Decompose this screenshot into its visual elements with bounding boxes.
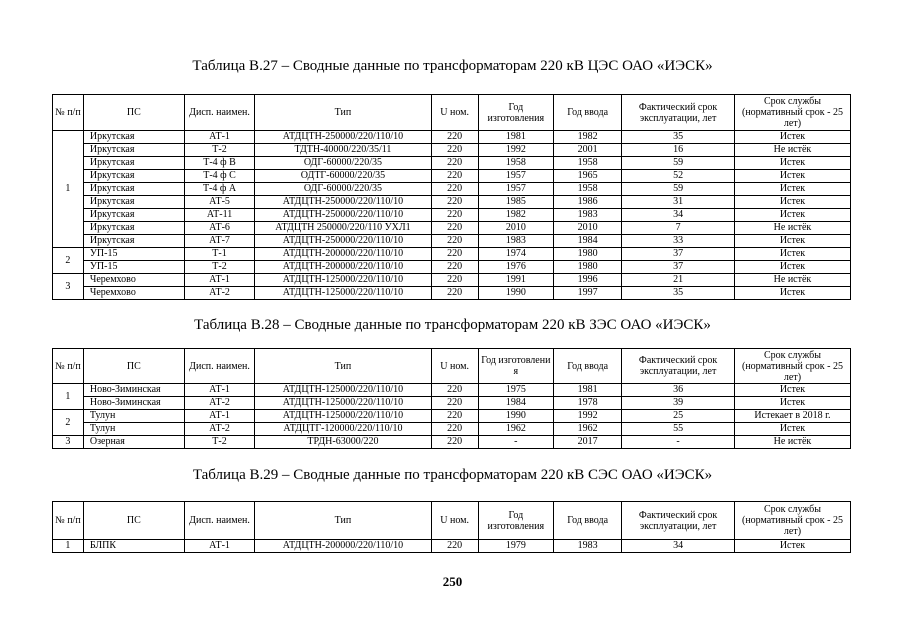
table-cell: 220 xyxy=(431,436,478,449)
row-number-cell: 2 xyxy=(53,248,84,274)
table-cell: 220 xyxy=(431,196,478,209)
table-cell: 1990 xyxy=(478,287,554,300)
table-cell: УП-15 xyxy=(83,248,184,261)
table-cell: АТДЦТН-125000/220/110/10 xyxy=(255,384,432,397)
row-number-cell: 2 xyxy=(53,410,84,436)
column-header: ПС xyxy=(83,95,184,131)
table-cell: 1983 xyxy=(554,209,622,222)
table-cell: АТ-1 xyxy=(184,540,254,553)
table-cell: АТ-1 xyxy=(184,410,254,423)
table-cell: 1958 xyxy=(478,157,554,170)
table-row xyxy=(53,540,851,553)
table-cell: Т-2 xyxy=(184,144,254,157)
table-cell: 1986 xyxy=(554,196,622,209)
table-caption-b28: Таблица В.28 – Сводные данные по трансформаторам 220 кВ ЗЭС ОАО «ИЭСК» xyxy=(194,317,711,333)
table-cell: 16 xyxy=(622,144,735,157)
table-cell: 21 xyxy=(622,274,735,287)
table-cell: Истек xyxy=(734,157,850,170)
table-cell: УП-15 xyxy=(83,261,184,274)
table-cell: 220 xyxy=(431,209,478,222)
table-row xyxy=(53,183,851,196)
table-cell: АТДЦТН-200000/220/110/10 xyxy=(255,261,432,274)
row-number-cell: 3 xyxy=(53,436,84,449)
column-header: Фактический срок эксплуатации, лет xyxy=(622,502,735,540)
table-cell: 1991 xyxy=(478,274,554,287)
table-cell: Истек xyxy=(734,397,850,410)
table-cell: Иркутская xyxy=(83,222,184,235)
column-header: U ном. xyxy=(431,349,478,384)
header-row xyxy=(53,349,851,384)
table-cell: АТ-5 xyxy=(184,196,254,209)
table-row xyxy=(53,436,851,449)
column-header: Год ввода xyxy=(554,95,622,131)
row-number-cell: 1 xyxy=(53,131,84,248)
table-cell: 1992 xyxy=(478,144,554,157)
table-cell: ОДГ-60000/220/35 xyxy=(255,157,432,170)
column-header: U ном. xyxy=(431,502,478,540)
table-cell: 35 xyxy=(622,131,735,144)
table-cell: 2010 xyxy=(554,222,622,235)
column-header: ПС xyxy=(83,349,184,384)
table-cell: Истек xyxy=(734,235,850,248)
table-cell: 36 xyxy=(622,384,735,397)
table-row xyxy=(53,397,851,410)
table-cell: Не истёк xyxy=(734,222,850,235)
table-row xyxy=(53,222,851,235)
column-header: Срок службы (нормативный срок - 25 лет) xyxy=(734,95,850,131)
table-cell: 220 xyxy=(431,540,478,553)
table-cell: Истек xyxy=(734,248,850,261)
table-row xyxy=(53,384,851,397)
table-cell: Не истёк xyxy=(734,436,850,449)
table-cell: АТДЦТГ-120000/220/110/10 xyxy=(255,423,432,436)
table-cell: 1957 xyxy=(478,170,554,183)
table-cell: 1958 xyxy=(554,157,622,170)
table-cell: 1982 xyxy=(554,131,622,144)
table-cell: Истек xyxy=(734,261,850,274)
table-cell: 1962 xyxy=(554,423,622,436)
transformer-table-b28 xyxy=(52,348,851,449)
table-cell: 220 xyxy=(431,144,478,157)
column-header: U ном. xyxy=(431,95,478,131)
column-header: № п/п xyxy=(53,349,84,384)
page-number: 250 xyxy=(442,574,463,589)
table-row xyxy=(53,274,851,287)
table-cell: 1990 xyxy=(478,410,554,423)
table-cell: 52 xyxy=(622,170,735,183)
table-cell: Т-2 xyxy=(184,261,254,274)
column-header: № п/п xyxy=(53,95,84,131)
table-cell: АТ-1 xyxy=(184,384,254,397)
table-cell: 1957 xyxy=(478,183,554,196)
table-cell: Т-4 ф С xyxy=(184,170,254,183)
table-cell: Истек xyxy=(734,209,850,222)
row-number-cell: 1 xyxy=(53,540,84,553)
table-cell: 1980 xyxy=(554,248,622,261)
table-cell: 1981 xyxy=(554,384,622,397)
table-cell: Истек xyxy=(734,183,850,196)
table-cell: 1980 xyxy=(554,261,622,274)
table-row xyxy=(53,196,851,209)
column-header: Год ввода xyxy=(554,502,622,540)
table-cell: 59 xyxy=(622,157,735,170)
column-header: Год изготовлени я xyxy=(478,349,554,384)
table-row xyxy=(53,235,851,248)
table-cell: 1982 xyxy=(478,209,554,222)
table-cell: Иркутская xyxy=(83,157,184,170)
column-header: ПС xyxy=(83,502,184,540)
column-header: Дисп. наимен. xyxy=(184,502,254,540)
table-cell: 220 xyxy=(431,287,478,300)
table-cell: Иркутская xyxy=(83,235,184,248)
table-cell: - xyxy=(478,436,554,449)
table-cell: 220 xyxy=(431,157,478,170)
table-cell: Истек xyxy=(734,287,850,300)
table-cell: АТДЦТН-250000/220/110/10 xyxy=(255,131,432,144)
table-cell: Истекает в 2018 г. xyxy=(734,410,850,423)
table-cell: АТ-2 xyxy=(184,397,254,410)
table-cell: Тулун xyxy=(83,423,184,436)
table-cell: 34 xyxy=(622,209,735,222)
row-number-cell: 1 xyxy=(53,384,84,410)
table-cell: 37 xyxy=(622,261,735,274)
table-row xyxy=(53,287,851,300)
table-row xyxy=(53,209,851,222)
row-number-cell: 3 xyxy=(53,274,84,300)
table-cell: Озерная xyxy=(83,436,184,449)
table-cell: 35 xyxy=(622,287,735,300)
table-cell: 1979 xyxy=(478,540,554,553)
table-cell: АТ-2 xyxy=(184,287,254,300)
table-cell: 39 xyxy=(622,397,735,410)
table-cell: 220 xyxy=(431,170,478,183)
transformer-table-b29 xyxy=(52,501,851,553)
table-cell: 220 xyxy=(431,235,478,248)
table-cell: ОДГ-60000/220/35 xyxy=(255,183,432,196)
table-cell: 220 xyxy=(431,384,478,397)
table-cell: 1974 xyxy=(478,248,554,261)
table-cell: 220 xyxy=(431,248,478,261)
table-cell: Иркутская xyxy=(83,131,184,144)
table-cell: Истек xyxy=(734,131,850,144)
transformer-table-b27 xyxy=(52,94,851,300)
table-row xyxy=(53,144,851,157)
column-header: Тип xyxy=(255,502,432,540)
table-cell: АТДЦТН-125000/220/110/10 xyxy=(255,397,432,410)
table-cell: Истек xyxy=(734,196,850,209)
table-row xyxy=(53,170,851,183)
table-cell: 1958 xyxy=(554,183,622,196)
table-cell: Не истёк xyxy=(734,144,850,157)
table-cell: 25 xyxy=(622,410,735,423)
table-cell: Иркутская xyxy=(83,170,184,183)
table-cell: 1962 xyxy=(478,423,554,436)
table-cell: 2001 xyxy=(554,144,622,157)
header-row xyxy=(53,95,851,131)
table-cell: 1984 xyxy=(478,397,554,410)
table-cell: Не истёк xyxy=(734,274,850,287)
table-cell: АТДЦТН-250000/220/110/10 xyxy=(255,196,432,209)
table-cell: 220 xyxy=(431,131,478,144)
table-cell: 220 xyxy=(431,183,478,196)
column-header: Дисп. наимен. xyxy=(184,95,254,131)
table-cell: Иркутская xyxy=(83,209,184,222)
table-cell: 1965 xyxy=(554,170,622,183)
table-row xyxy=(53,157,851,170)
column-header: Год изготовления xyxy=(478,502,554,540)
table-cell: АТ-2 xyxy=(184,423,254,436)
table-cell: 55 xyxy=(622,423,735,436)
table-cell: АТДЦТН-250000/220/110/10 xyxy=(255,235,432,248)
table-cell: 34 xyxy=(622,540,735,553)
table-cell: Истек xyxy=(734,384,850,397)
table-cell: Истек xyxy=(734,540,850,553)
table-cell: ОДТГ-60000/220/35 xyxy=(255,170,432,183)
table-cell: Ново-Зиминская xyxy=(83,384,184,397)
column-header: Год ввода xyxy=(554,349,622,384)
table-cell: Черемхово xyxy=(83,287,184,300)
table-cell: Истек xyxy=(734,170,850,183)
table-row xyxy=(53,261,851,274)
table-cell: Т-2 xyxy=(184,436,254,449)
table-cell: АТДЦТН-200000/220/110/10 xyxy=(255,540,432,553)
table-cell: 1992 xyxy=(554,410,622,423)
header-row xyxy=(53,502,851,540)
column-header: Год изготовления xyxy=(478,95,554,131)
table-cell: 31 xyxy=(622,196,735,209)
table-row xyxy=(53,410,851,423)
table-cell: Т-1 xyxy=(184,248,254,261)
table-cell: 59 xyxy=(622,183,735,196)
table-caption-b29: Таблица В.29 – Сводные данные по трансформаторам 220 кВ СЭС ОАО «ИЭСК» xyxy=(192,467,713,483)
table-cell: 220 xyxy=(431,222,478,235)
table-cell: 220 xyxy=(431,261,478,274)
table-cell: Иркутская xyxy=(83,196,184,209)
table-cell: 220 xyxy=(431,274,478,287)
column-header: Срок службы (нормативный срок - 25 лет) xyxy=(734,349,850,384)
table-cell: 220 xyxy=(431,410,478,423)
table-cell: АТДЦТН-125000/220/110/10 xyxy=(255,287,432,300)
table-cell: АТДЦТН-250000/220/110/10 xyxy=(255,209,432,222)
table-cell: 1976 xyxy=(478,261,554,274)
table-cell: АТ-7 xyxy=(184,235,254,248)
table-cell: Черемхово xyxy=(83,274,184,287)
table-cell: БЛПК xyxy=(83,540,184,553)
table-cell: ТРДН-63000/220 xyxy=(255,436,432,449)
table-cell: 1996 xyxy=(554,274,622,287)
table-cell: АТ-11 xyxy=(184,209,254,222)
table-cell: Т-4 ф В xyxy=(184,157,254,170)
table-cell: - xyxy=(622,436,735,449)
table-cell: 1997 xyxy=(554,287,622,300)
table-cell: АТ-6 xyxy=(184,222,254,235)
table-cell: 1984 xyxy=(554,235,622,248)
table-cell: 1975 xyxy=(478,384,554,397)
table-cell: АТ-1 xyxy=(184,274,254,287)
column-header: Фактический срок эксплуатации, лет xyxy=(622,349,735,384)
column-header: Тип xyxy=(255,95,432,131)
table-cell: 220 xyxy=(431,423,478,436)
table-row xyxy=(53,131,851,144)
table-cell: Т-4 ф А xyxy=(184,183,254,196)
table-cell: ТДТН-40000/220/35/11 xyxy=(255,144,432,157)
table-cell: 2017 xyxy=(554,436,622,449)
table-cell: 2010 xyxy=(478,222,554,235)
table-cell: 1985 xyxy=(478,196,554,209)
table-cell: АТ-1 xyxy=(184,131,254,144)
table-cell: 1978 xyxy=(554,397,622,410)
column-header: № п/п xyxy=(53,502,84,540)
table-cell: Иркутская xyxy=(83,183,184,196)
table-cell: АТДЦТН-200000/220/110/10 xyxy=(255,248,432,261)
table-cell: 1983 xyxy=(554,540,622,553)
table-cell: 220 xyxy=(431,397,478,410)
table-cell: 1983 xyxy=(478,235,554,248)
column-header: Срок службы (нормативный срок - 25 лет) xyxy=(734,502,850,540)
table-cell: Тулун xyxy=(83,410,184,423)
table-cell: 37 xyxy=(622,248,735,261)
table-cell: АТДЦТН 250000/220/110 УХЛ1 xyxy=(255,222,432,235)
table-cell: 1981 xyxy=(478,131,554,144)
table-cell: 7 xyxy=(622,222,735,235)
table-caption-b27: Таблица В.27 – Сводные данные по трансформаторам 220 кВ ЦЭС ОАО «ИЭСК» xyxy=(192,58,713,74)
table-row xyxy=(53,248,851,261)
column-header: Фактический срок эксплуатации, лет xyxy=(622,95,735,131)
table-cell: Ново-Зиминская xyxy=(83,397,184,410)
column-header: Дисп. наимен. xyxy=(184,349,254,384)
table-cell: АТДЦТН-125000/220/110/10 xyxy=(255,410,432,423)
column-header: Тип xyxy=(255,349,432,384)
table-cell: Истек xyxy=(734,423,850,436)
table-row xyxy=(53,423,851,436)
table-cell: 33 xyxy=(622,235,735,248)
table-cell: Иркутская xyxy=(83,144,184,157)
table-cell: АТДЦТН-125000/220/110/10 xyxy=(255,274,432,287)
